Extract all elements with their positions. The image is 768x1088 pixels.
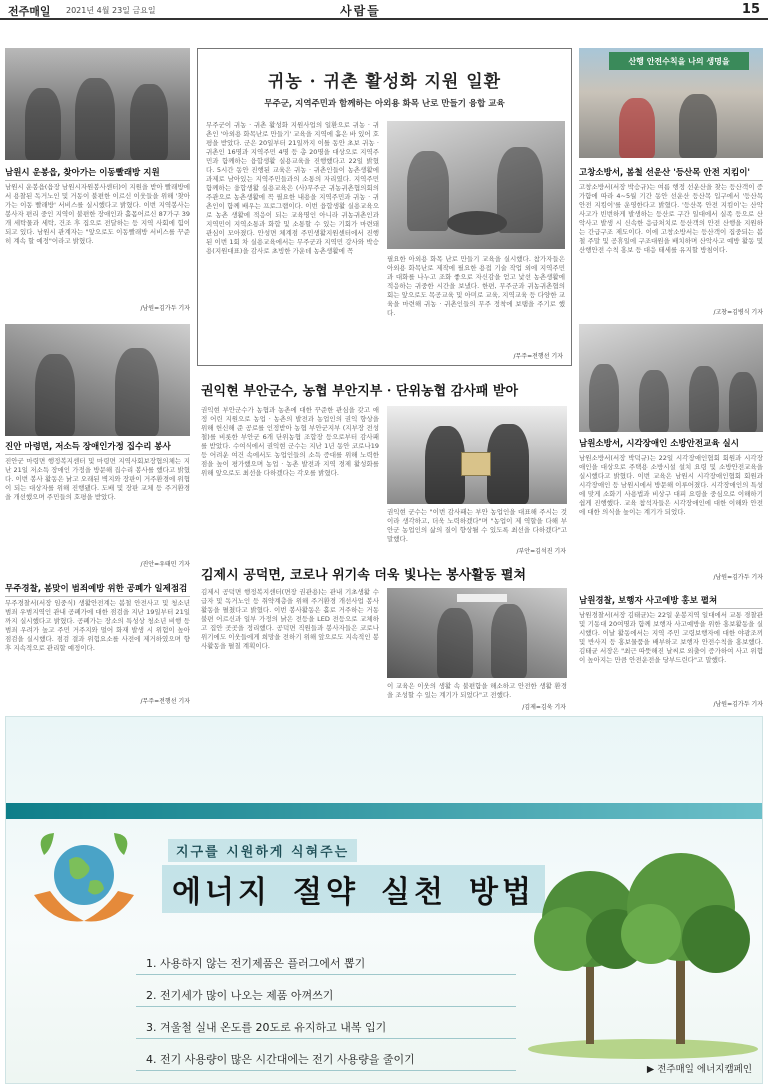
article-house-repair — [5, 440, 190, 575]
headline: 남원소방서, 시각장애인 소방안전교육 실시 — [579, 439, 739, 449]
issue-date: 2021년 4월 23일 금요일 — [66, 6, 156, 15]
article-body: 남원경찰서(서장 김태균)는 22일 운봉지역 일대에서 교통 경찰관 및 기동대 20여명과 함께 보행자 사고예방을 위한 홍보활동을 실시했다. 이날 활동에서는 지역 주민 고령보행자에 대한 야광조끼 및 반사지 등 홍보물품을 배부하고 보행자 안전수칙을 홍보했다. 김태균 서장은 "최근 따뜻해진 날씨로 외출이 증가하여 사고 위험이 높아지는 만큼 안전운전을 당부드린다"고 말했다. — [579, 611, 763, 664]
article-body-left: 권익현 부안군수가 농협과 농촌에 대한 꾸준한 관심을 갖고 애정 어린 지원으로 농업 · 농촌의 발전과 농업인의 권익 향상을 위해 헌신해 준 공로를 인정받아 농협 부안군지부 (지부장 전성철)를 비롯한 부안군 6개 단위농협 조합장 등으로부터 감사패를 받았다. 수여식에서 권익현 군수는 지난 1년 동안 코로나19 등 어려운 여건 속에서도 농업인들의 소득 증대를 위해 노력한 점을 높이 평가했으며 농업 · 농촌 발전과 지역 경제 활성화를 위해 앞으로도 최선을 다하겠다는 각오를 밝혔다. — [201, 406, 379, 477]
article-body: 남원소방서(서장 박덕규)는 22일 시각장애인협회 회원과 시각장애인을 대상으로 주택용 소방시설 설치 요령 및 소방안전교육을 실시했다고 밝혔다. 이번 교육은 남원시 시각장애인협회 회원과 시각장애인 등 남원시에서 방문해 이루어졌다. 시각장애인의 특성에 맞게 소화기 사용법과 비상구 대피 요령을 중심으로 이해하기 쉽게 진행했다. 교육 참석자들은 시각장애인에 대한 이해와 안전에 대한 의식을 높이는 계기가 되었다. — [579, 454, 763, 516]
byline: /남원=김가두 기자 — [140, 305, 190, 312]
byline: /김제=김욱 기자 — [522, 704, 566, 711]
article-laundry — [5, 166, 190, 316]
ad-subtitle: 지구를 시원하게 식혀주는 — [168, 839, 357, 862]
tip-item: 2. 전기세가 많이 나오는 제품 아껴쓰기 — [136, 975, 516, 1007]
byline: /진안=우태민 기자 — [140, 561, 190, 568]
photo-blind-education — [579, 324, 763, 432]
article-award — [197, 372, 572, 557]
headline: 고창소방서, 봄철 선운산 '등산목 안전 지킴이' — [579, 168, 751, 178]
headline: 남원시 운봉읍, 찾아가는 이동빨래방 지원 — [5, 168, 160, 178]
article-body: 무주경찰서(서장 임중식) 생활안전계는 봄철 안전사고 및 청소년 범죄 우범지역인 관내 공폐가에 대한 점검을 지난 19일부터 21일까지 실시했다고 밝혔다. 공폐가는 장소의 특성상 청소년 비행 등 범죄 우려가 높고 주민 거주지와 멀어 화재 발생 시 위험이 높아 점검을 실시했다. 점검 결과 위험요소를 사전에 제거하였으며 향후 지속적으로 관리할 예정이다. — [5, 599, 190, 652]
tip-item: 1. 사용하지 않는 전기제품은 플러그에서 뽑기 — [136, 943, 516, 975]
headline: 김제시 공덕면, 코로나 위기속 더욱 빛나는 봉사활동 펼쳐 — [201, 568, 527, 583]
feature-article-stove — [197, 48, 572, 366]
photo-laundry — [5, 48, 190, 160]
ad-band — [6, 803, 763, 819]
tip-item: 3. 겨울철 실내 온도를 20도로 유지하고 내복 입기 — [136, 1007, 516, 1039]
feature-body-right: 필요한 아외용 화목 난로 만들기 교육을 실시했다. 참가자들은 아외용 화목난로 제작에 필요한 용접 기술 작업 외에 지역주민과 대화를 나누고 조화 좋으로 자신감을 얻고 낯선 농촌생활에 적응하는 귀중한 시간을 보냈다. 한편, 무주군과 귀농귀촌협의회는 앞으로도 목공교육 및 아미로 교육, 지역교육 등 다양한 교육을 마련해 귀농 · 귀촌인들의 무주 정착에 보탬을 주기로 했다. — [387, 255, 565, 317]
article-vacant-house — [5, 582, 190, 712]
tip-item: 4. 전기 사용량이 많은 시간대에는 전기 사용량을 줄이기 — [136, 1039, 516, 1071]
headline: 남원경찰, 보행자 사고예방 홍보 펼쳐 — [579, 596, 718, 606]
article-body: 고창소방서(서장 박승규)는 여름 행정 선운산을 찾는 등산객이 증가함에 따라 4~5월 기간 동안 선운산 등산목 입구에서 '등산목 안전 지킴이'를 운영한다고 밝혔다. '등산목 안전 지킴이'는 산악사고가 빈번하게 발생하는 등산로 구간 일대에서 실족 등으로 산악사고 발생 시 신속한 응급처치로 등산객의 안전 산행을 지원하는 간급구조 제도이다. 이에 고창소방서는 등산객이 집중되는 봄철 주말 및 공휴일에 구조대원을 배치하며 산악사고 예방 활동 및 산행안전 수칙 홍보 등 대응 태세를 유지할 방침이다. — [579, 183, 763, 254]
byline: /무주=전행선 기자 — [513, 353, 563, 360]
photo-mountain-safety — [579, 48, 763, 158]
feature-body-left: 무주군이 귀농 · 귀촌 활성화 지원사업의 일환으로 귀농 · 귀촌인 '아외용 화목난로 만들기' 교육을 지역에 흩은 바 있어 호평을 받았다. 군은 20일부터 21일까지 이틀 동안 초보 귀농 · 귀촌인 16명과 지역주민 4명 등 총 20명을 대상으로 지역주민과 함께하는 융합생활 실용교육을 진행했다고 22일 밝혔다. 5시간 동안 진행된 교육은 귀농 · 귀촌인들이 농촌생활에 과제로 남아있는 지역주민들과의 소통의 자리였다. 지역주민 함께하는 융합생활 실용교육은 (사)무주군 귀농귀촌협의회의 주관으로 농촌생활에 꼭 필요한 내용을 지역주민과 귀농 · 귀촌인이 함께 배우는 프로그램이다. 이번 융합생활 실용교육으로 농촌 생활에 적응이 되는 교육명인 아니라 귀농귀촌인과 지역민이 지역소통과 화합 및 소통할 수 있는 기회가 마련돼 관심이 모아졌다. 안성면 체계점 주민생활지원센터에서 진행된 이번 1회 차 실용교육에서는 무주군과 지역민 강사와 박승용(지원대표)을 감사로 초빙한 가운데 농촌생활에 꼭 — [206, 121, 379, 255]
byline: /남원=김가두 기자 — [713, 701, 763, 708]
article-body-left: 김제시 공덕면 행정복지센터(면장 권관용)는 관내 기초생활 수급자 및 독거노인 등 취약계층을 위해 주거환경 개선사업 봉사활동을 펼쳤다고 밝혔다. 이번 봉사활동은 홀로 거주하는 거동 불편 어르신과 일부 가정의 낡은 전등을 LED 전등으로 교체하고 집안 곳곳을 정리했다. 공덕면 직원들과 봉사자들은 코로나 위기에도 이웃들에게 희망을 전하기 위해 앞으로도 지속적인 봉사활동을 펼칠 계획이다. — [201, 588, 379, 650]
banner-sign: 산행 안전수칙을 나의 생명을 — [609, 52, 749, 70]
energy-campaign-ad — [5, 716, 763, 1084]
newspaper-name: 전주매일 — [8, 5, 51, 18]
photo-light-repair — [387, 588, 567, 678]
article-body-right: 이 교육은 이웃의 생활 속 불편함을 해소하고 안전한 생활 환경을 조성할 수 있는 계기가 되었다"고 전했다. — [387, 682, 567, 699]
headline: 진안 마령면, 저소득 장애인가정 집수리 봉사 — [5, 442, 171, 452]
feature-subtitle: 무주군, 지역주민과 함께하는 아외용 화목 난로 만들기 융합 교육 — [264, 99, 505, 109]
article-body-right: 권익현 군수는 "이번 감사패는 부안 농업인을 대표해 주시는 것이라 생각하고, 더욱 노력하겠다"며 "농업이 제 역할을 다해 부안군 농업인의 삶의 질이 향상될 수 있도록 최선을 다하겠다"고 말했다. — [387, 508, 567, 543]
article-volunteer — [197, 560, 572, 712]
article-pedestrian — [579, 594, 763, 714]
page-number: 15 — [741, 2, 760, 17]
article-blind-education — [579, 437, 763, 587]
headline: 무주경찰, 봄맞이 범죄예방 위한 공폐가 일제점검 — [5, 584, 188, 594]
article-body: 남원시 운봉읍(읍장 남원시자원봉사센터)이 지원을 받아 빨래방에서 용찰된 독거노인 및 거동이 불편한 이르신 이웃들을 위해 '찾아가는 이동 빨래방' 서비스를 실시했다고 밝혔다. 이번 지역봉사는 봉사자 편리 중인 지역이 불편한 장애인과 홀몸어르신 87가구 39개 세탁물과 세탁, 건조 후 집으로 전달하는 등 지역 사회에 힘이 되고 있다. 남원시 관계자는 "앞으로도 이동빨래방 서비스를 꾸준히 계속 할 예정"이라고 밝혔다. — [5, 183, 190, 245]
ad-title: 에너지 절약 실천 방법 — [162, 865, 545, 913]
byline: /부안=김석진 기자 — [516, 548, 566, 555]
article-body: 진안군 마령면 행정복지센터 및 마령면 지역사회보장협의체는 지난 21일 저소득 장애인 가정을 방문해 집수리 봉사를 했다고 밝혔다. 이번 봉사 활동은 낡고 오래된 벽지와 장판이 거주환경에 위협이 되는 대상자를 위해 진행됐다. 도배 및 장판 교체 등 주거환경을 개선했으며 주민들의 호평을 받았다. — [5, 457, 190, 501]
photo-welding — [387, 121, 565, 249]
earth-hands-icon — [24, 825, 144, 935]
byline: /남원=김가두 기자 — [713, 574, 763, 581]
section-title: 사람들 — [340, 4, 381, 18]
byline: /무주=전행선 기자 — [140, 698, 190, 705]
photo-house-repair — [5, 324, 190, 436]
tree-illustration — [526, 829, 761, 1059]
byline: /고창=김병식 기자 — [713, 309, 763, 316]
article-mountain-safety — [579, 166, 763, 321]
ad-footer: ▶ 전주매일 에너지캠페인 — [646, 1064, 752, 1075]
feature-title: 귀농 · 귀촌 활성화 지원 일환 — [267, 72, 502, 92]
page-header — [0, 0, 768, 20]
headline: 권익현 부안군수, 농협 부안지부 · 단위농협 감사패 받아 — [201, 384, 519, 399]
photo-award — [387, 406, 567, 504]
tips-list — [136, 943, 516, 1071]
